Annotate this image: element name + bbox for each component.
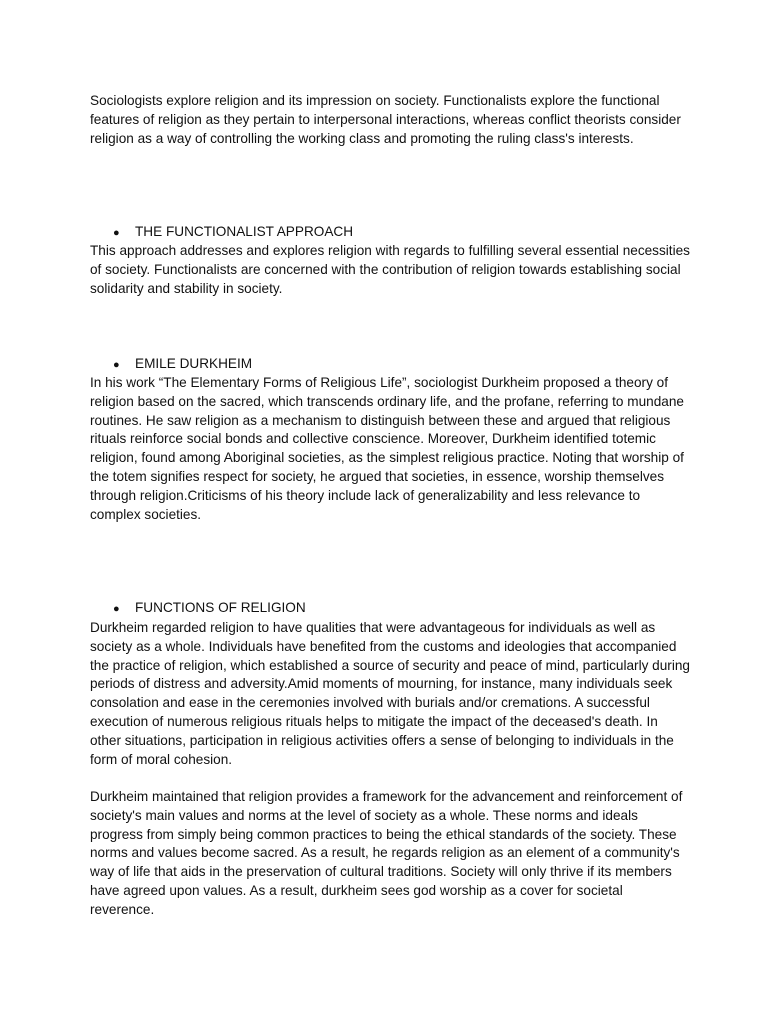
bullet-icon: ● [113,359,120,371]
intro-paragraph: Sociologists explore religion and its impression on society. Functionalists explore the functional features of religion as they pertain to interpersonal interactions, whereas conflict theorists consider religion as a way of controlling the working class and promoting the ruling class's interests. [90,93,681,146]
emile-durkheim-paragraph: In his work “The Elementary Forms of Religious Life”, sociologist Durkheim proposed a theory of religion based on the sacred, which transcends ordinary life, and the profane, referring to mundane routines. He saw religion as a mechanism to distinguish between these and argued that religious rituals reinforce social bonds and collective conscience. Moreover, Durkheim identified totemic religion, found among Aboriginal societies, as the simplest religious practice. Noting that worship of the totem signifies respect for society, he argued that societies, in essence, worship themselves through religion.Criticisms of his theory include lack of generalizability and less relevance to complex societies. [90,375,684,522]
bullet-icon: ● [113,227,120,239]
functionalist-approach-paragraph: This approach addresses and explores religion with regards to fulfilling several essential necessities of society. Functionalists are concerned with the contribution of religion towards establishing social solidarity and stability in society. [90,243,690,296]
section-heading-functionalist-approach [113,223,353,243]
section-heading-emile-durkheim [113,355,252,375]
bullet-icon: ● [113,603,120,615]
section-heading-text: THE FUNCTIONALIST APPROACH [135,224,354,239]
functions-of-religion-paragraph-2: Durkheim maintained that religion provides a framework for the advancement and reinforcement of society's main values and norms at the level of society as a whole. These norms and ideals progress from simply being common practices to being the ethical standards of the society. These norms and values become sacred. As a result, he regards religion as an element of a community's way of life that aids in the preservation of cultural traditions. Society will only thrive if its members have agreed upon values. As a result, durkheim sees god worship as a cover for societal reverence. [90,789,683,917]
section-heading-text: EMILE DURKHEIM [135,356,253,371]
functions-of-religion-paragraph-1: Durkheim regarded religion to have qualities that were advantageous for individuals as well as society as a whole. Individuals have benefited from the customs and ideologies that accompanied the practice of religion, which established a source of security and peace of mind, particularly during periods of distress and adversity.Amid moments of mourning, for instance, many individuals seek consolation and ease in the ceremonies involved with burials and/or cremations. A successful execution of numerous religious rituals helps to mitigate the impact of the deceased's death. In other situations, participation in religious activities offers a sense of belonging to individuals in the form of moral cohesion. [90,620,690,767]
section-heading-functions-of-religion [113,599,306,619]
section-heading-text: FUNCTIONS OF RELIGION [135,600,306,615]
